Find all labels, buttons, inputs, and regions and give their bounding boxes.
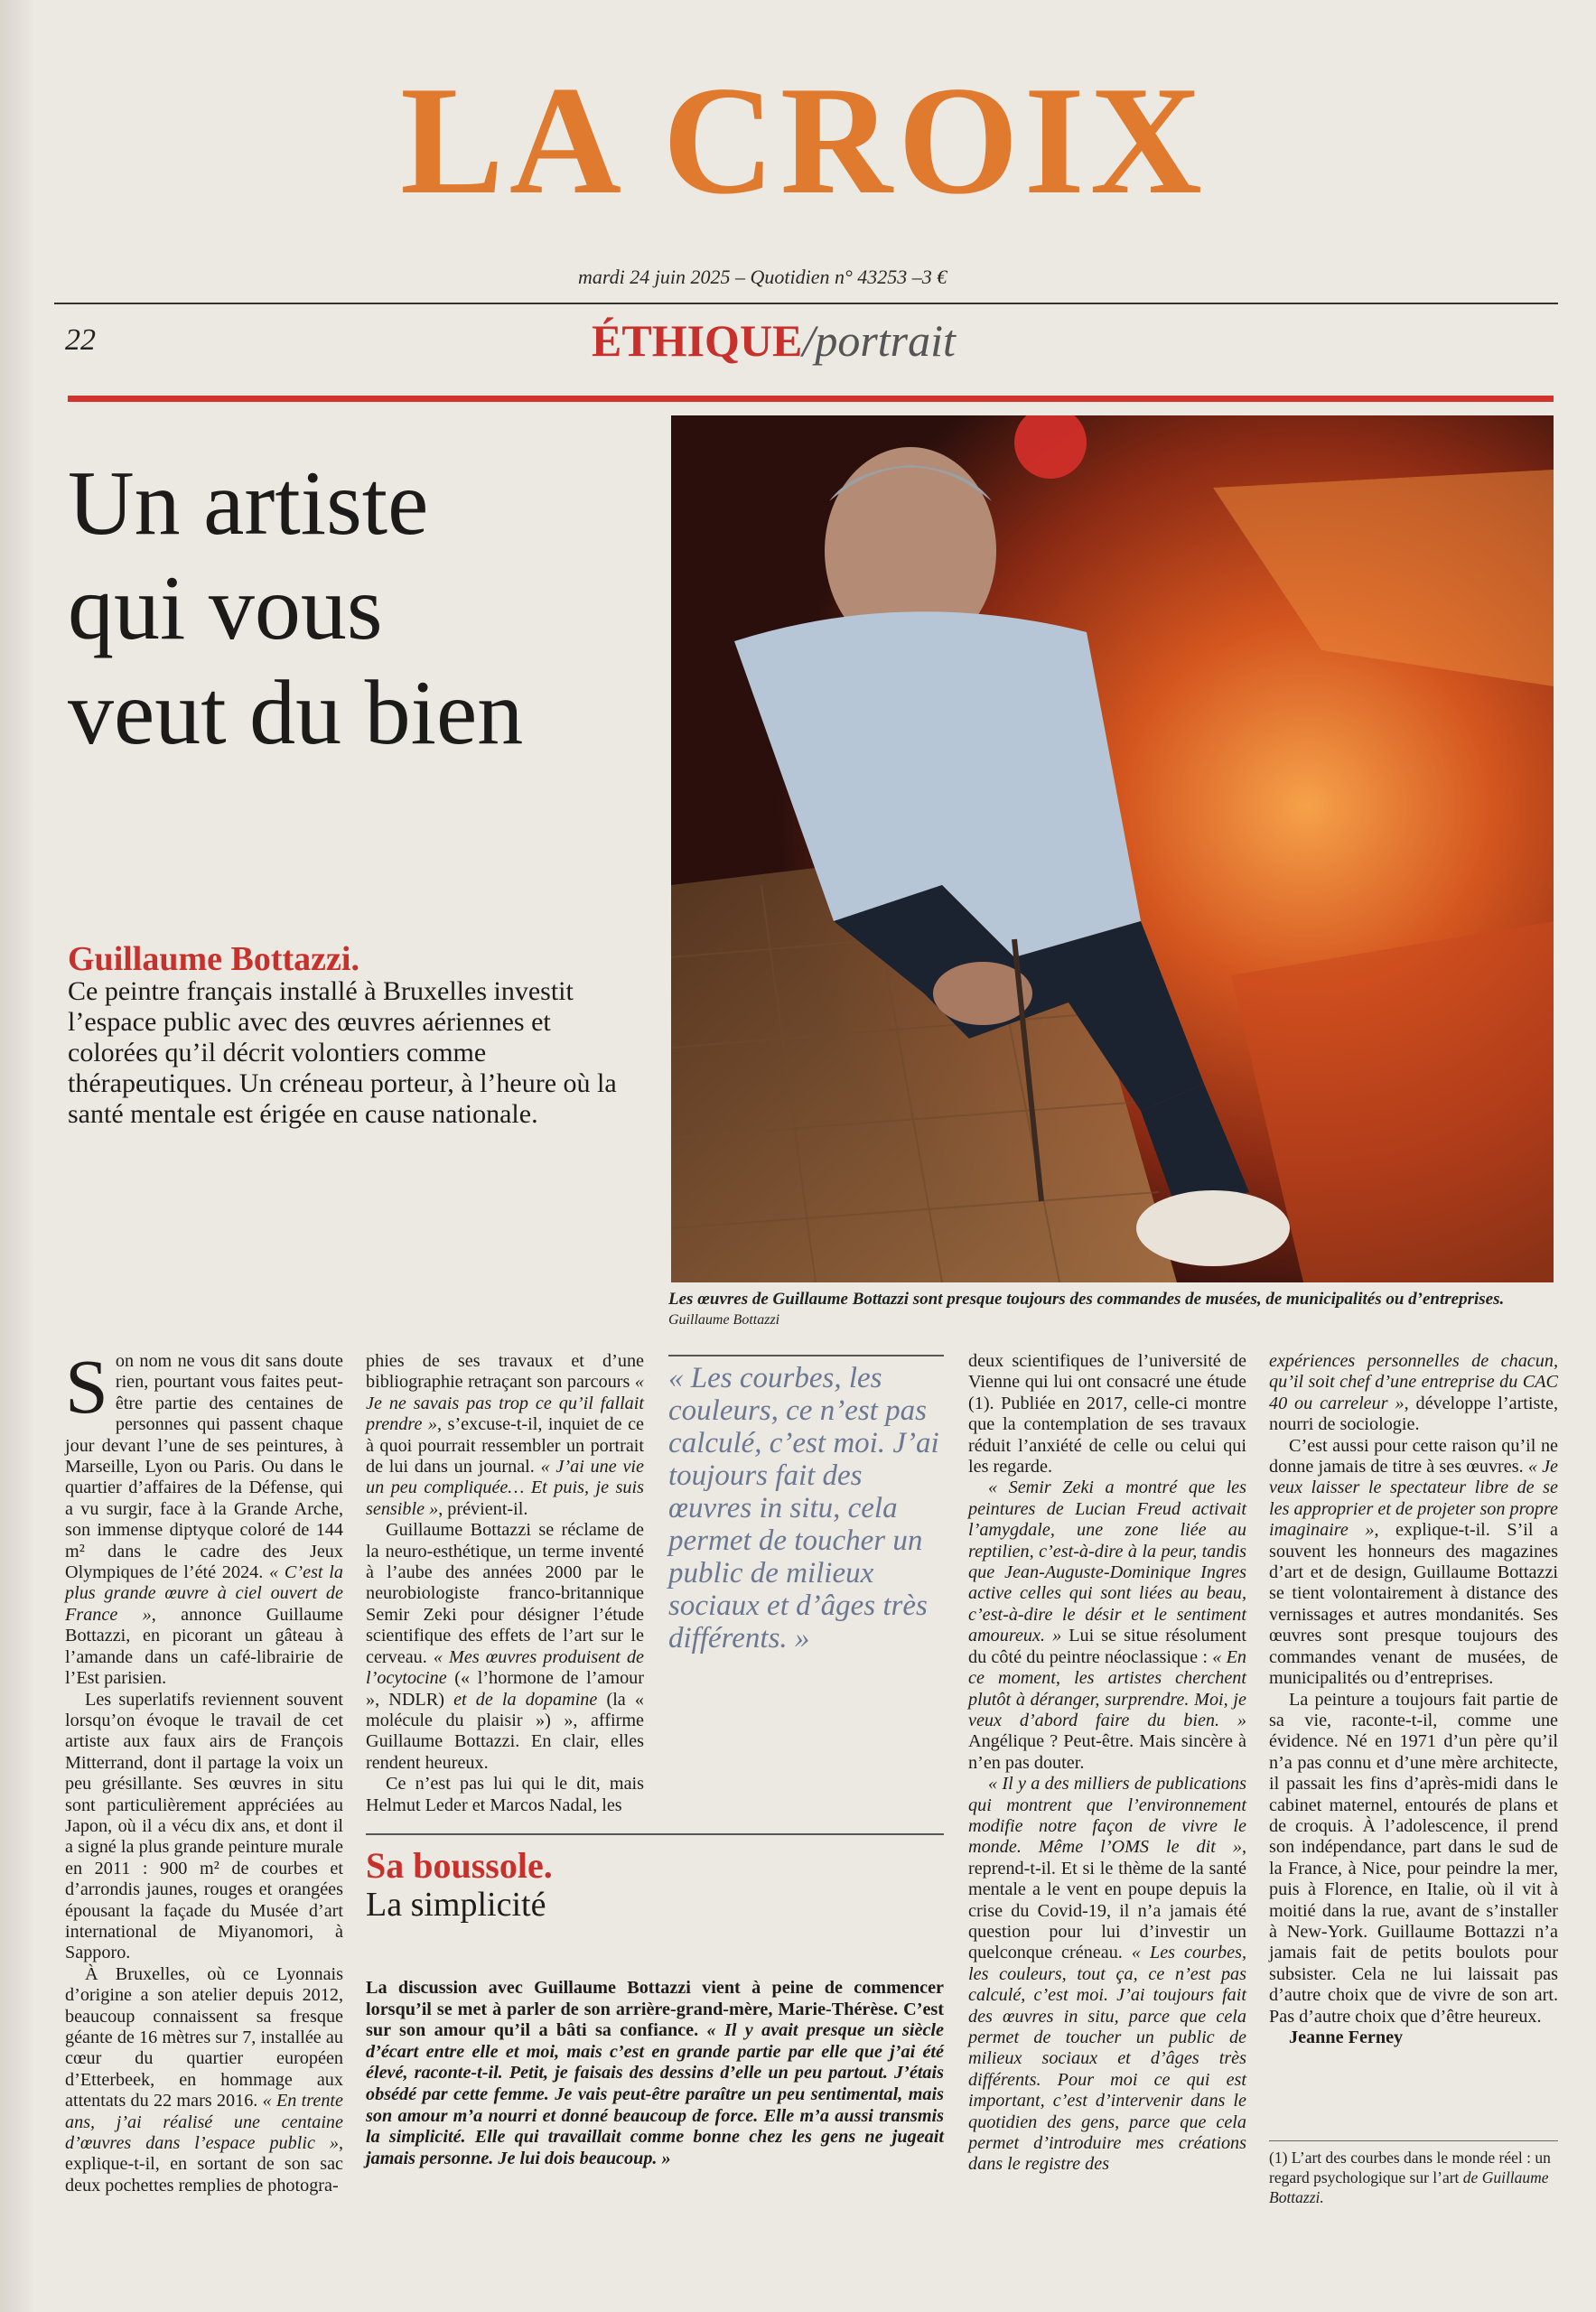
paragraph: « Semir Zeki a montré que les peintures de Lucian Freud activait l’amygdale, une zone liée au reptilien, c’est-à-dire à la peur, tandis que Jean-Auguste-Dominique Ingres active celles qui sont liées au beau, c’est-à-dire le désir et le sentiment amoureux. » Lui se situe résolument du côté du peintre néoclassique : « En ce moment, les artistes cherchent plutôt à déranger, surprendre. Moi, je veux d’abord faire du bien. » Angélique ? Peut-être. Mais sincère à n’en pas douter. xyxy=(968,1478,1246,1773)
section-rubric xyxy=(592,315,956,366)
sidebar-box-title xyxy=(366,1846,553,1924)
article-column-4 xyxy=(1269,1351,1558,2048)
section-name: ÉTHIQUE xyxy=(592,315,803,366)
photo-illustration xyxy=(671,415,1554,1282)
caption-text: Les œuvres de Guillaume Bottazzi sont presque toujours des commandes de musées, de municipalités ou d’entreprises. xyxy=(668,1290,1505,1309)
subsection-name: portrait xyxy=(815,315,956,366)
page-number: 22 xyxy=(65,323,96,357)
photo-caption xyxy=(668,1290,1558,1330)
issue-info: mardi 24 juin 2025 – Quotidien n° 43253 –3 € xyxy=(578,266,947,288)
headline-line-3: veut du bien xyxy=(68,662,524,764)
section-rule xyxy=(68,396,1554,402)
article-column-2 xyxy=(366,1351,644,1816)
paragraph: Guillaume Bottazzi se réclame de la neuro-esthétique, un terme inventé à l’aube des années 2000 par le neurobiologiste franco-britannique Semir Zeki pour désigner l’étude scientifique des effets de l’art sur le cerveau. « Mes œuvres produisent de l’ocytocine (« l’hormone de l’amour », NDLR) et de la dopamine (la « molécule du plaisir ») », affirme Guillaume Bottazzi. En clair, elles rendent heureux. xyxy=(366,1520,644,1773)
headline-line-2: qui vous xyxy=(68,557,383,659)
paragraph: Son nom ne vous dit sans doute rien, pourtant vous faites peut-être partie des centaines de personnes qui passent chaque jour devant l’une de ses peintures, à Marseille, Lyon ou Paris. Ou dans le quartier d’affaires de la Défense, qui a vu surgir, face à la Grande Arche, son immense diptyque coloré de 144 m² dans le cadre des Jeux Olympiques de l’été 2024. « C’est la plus grande œuvre à ciel ouvert de France », annonce Guillaume Bottazzi, en picorant un gâteau à l’amande dans un café-librairie de l’Est parisien. xyxy=(65,1343,344,1689)
quote-rule-top xyxy=(668,1355,944,1356)
masthead-logo: LA CROIX xyxy=(400,55,1208,227)
footnote-rule xyxy=(1269,2140,1558,2141)
box-kicker: Sa boussole. xyxy=(366,1845,553,1886)
paragraph: phies de ses travaux et d’une bibliographie retraçant son parcours « Je ne savais pas trop ce qu’il fallait prendre », s’excuse-t-il, inquiet de ce à quoi pourrait ressembler un portrait de lui dans un journal. « J’ai une vie un peu compliquée… Et puis, je suis sensible », prévient-il. xyxy=(366,1351,645,1519)
paragraph: deux scientifiques de l’université de Vienne qui lui ont consacré une étude (1). Publiée en 2017, celle-ci montre que la contemplation de ses travaux réduit l’anxiété de celle ou celui qui les regarde. xyxy=(968,1351,1246,1478)
box-text: La discussion avec Guillaume Bottazzi vient à peine de commencer lorsqu’il se met à parler de son arrière-grand-mère, Marie-Thérèse. C’est sur son amour qu’il a bâti sa confiance. « Il y avait presque un siècle d’écart entre elle et moi, mais c’est en grande partie par elle que j’ai été élevé, raconte-t-il. Petit, je faisais des dessins d’elle un peu partout. J’étais obsédé par cette femme. Je vais peut-être paraître un peu sentimental, mais son amour m’a nourri et donné beaucoup de force. Elle m’a aussi transmis la simplicité. Elle qui travaillait comme bonne chez les gens ne jugeait jamais personne. Je lui dois beaucoup. » xyxy=(366,1978,945,2168)
paragraph: « Il y a des milliers de publications qui montrent que l’environnement modifie notre façon de vivre le monde. Même l’OMS le dit », reprend-t-il. Et si le thème de la santé mentale a le vent en poupe depuis la crise du Covid-19, il n’a jamais été question pour lui d’investir un quelconque créneau. « Les courbes, les couleurs, tout ça, ce n’est pas calculé, c’est moi. J’ai toujours fait des œuvres in situ, parce que cela permet de toucher un public de milieux sociaux et d’âges très différents. Pour moi ce qui est important, c’est d’intervenir dans le quotidien des gens, parce que cela permet d’introduire mes créations dans le registre des xyxy=(968,1774,1246,2175)
paragraph: C’est aussi pour cette raison qu’il ne donne jamais de titre à ses œuvres. « Je veux laisser le spectateur libre de se les approprier et de projeter son propre imaginaire », explique-t-il. S’il a souvent les honneurs des magazines d’art et de design, Guillaume Bottazzi se tient volontairement à distance des vernissages et autres mondanités. Ses œuvres sont presque toujours des commandes venant de musées, de municipalités ou d’entreprises. xyxy=(1269,1435,1559,1689)
photo-credit: Guillaume Bottazzi xyxy=(668,1312,780,1328)
article-column-3 xyxy=(968,1351,1246,2176)
section-separator: / xyxy=(802,315,816,366)
box-rule xyxy=(366,1833,944,1835)
headline xyxy=(68,452,646,766)
drop-cap: S xyxy=(65,1343,108,1430)
masthead-rule xyxy=(54,303,1558,304)
paragraph: Les superlatifs reviennent souvent lorsqu’on évoque le travail de cet artiste aux faux airs de François Mitterrand, dont il partage la voix un peu grésillante. Ses œuvres in situ sont particulièrement appréciées au Japon, où il a vécu dix ans, et dont il a signé la plus grande peinture murale en 2011 : 900 m² de courbes et d’arrondis jaunes, rouges et orangées épousant la façade du Musée d’art international de Miyanomori, à Sapporo. xyxy=(65,1689,343,1963)
paragraph: À Bruxelles, où ce Lyonnais d’origine a son atelier depuis 2012, beaucoup connaissent sa fresque géante de 16 mètres sur 7, installée au cœur du quartier européen d’Etterbeek, en hommage aux attentats du 22 mars 2016. « En trente ans, j’ai réalisé une centaine d’œuvres dans l’espace public », explique-t-il, en sortant de son sac deux pochettes remplies de photogra- xyxy=(65,1963,344,2195)
article-column-1 xyxy=(65,1343,344,2196)
footnote: (1) L’art des courbes dans le monde réel : un regard psychologique sur l’art de Guillaume Bottazzi. xyxy=(1269,2149,1551,2206)
subject-name: Guillaume Bottazzi. xyxy=(68,940,359,978)
binding-margin xyxy=(0,0,36,2312)
standfirst-text: Ce peintre français installé à Bruxelles investit l’espace public avec des œuvres aériennes et colorées qu’il décrit volontiers comme thérapeutiques. Un créneau porteur, à l’heure où la santé mentale est érigée en cause nationale. xyxy=(68,976,617,1129)
pull-quote: « Les courbes, les couleurs, ce n’est pas calculé, c’est moi. J’ai toujours fait des œuvres in situ, cela permet de toucher un public de milieux sociaux et d’âges très différents. » xyxy=(668,1362,939,1655)
headline-line-1: Un artiste xyxy=(68,452,429,555)
paragraph: Ce n’est pas lui qui le dit, mais Helmut Leder et Marcos Nadal, les xyxy=(366,1774,644,1815)
standfirst xyxy=(68,940,646,1130)
paragraph: La peinture a toujours fait partie de sa vie, raconte-t-il, comme une évidence. Né en 1971 d’un père qu’il n’a pas connu et d’une mère architecte, il passait les fins d’après-midi dans le cabinet maternel, entourés de plans et de croquis. À l’adolescence, il prend son indépendance, part dans le sud de la France, à Nice, pour peindre la mer, puis à Florence, en Italie, où il vit à moitié dans la rue, avant de s’installer à New-York. Guillaume Bottazzi n’a jamais fait de petits boulots pour subsister. Cela ne lui laissait pas d’autre choix que de vivre de son art. Pas d’autre choix que d’être heureux. xyxy=(1269,1689,1558,2027)
paragraph: expériences personnelles de chacun, qu’il soit chef d’une entreprise du CAC 40 ou carreleur », développe l’artiste, nourri de sociologie. xyxy=(1269,1351,1558,1435)
box-title: La simplicité xyxy=(366,1886,546,1924)
portrait-photo xyxy=(671,415,1554,1282)
author-byline: Jeanne Ferney xyxy=(1289,2028,1404,2047)
